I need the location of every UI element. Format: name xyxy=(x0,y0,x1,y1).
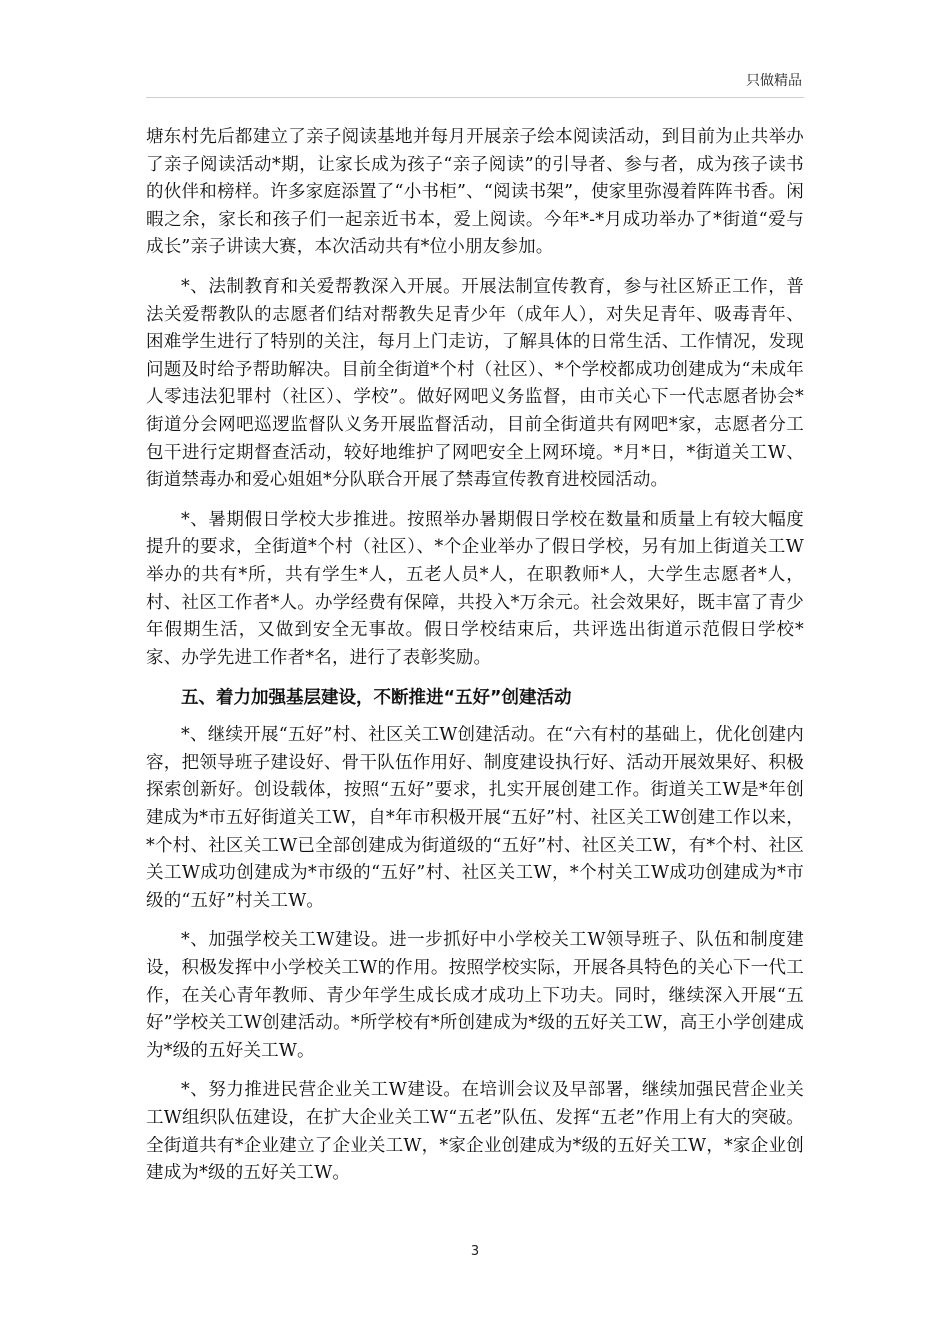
header-divider xyxy=(146,97,804,98)
paragraph-reading-continued: 塘东村先后都建立了亲子阅读基地并每月开展亲子绘本阅读活动，到目前为止共举办了亲子阅读活动*期，让家长成为孩子“亲子阅读”的引导者、参与者，成为孩子读书的伙伴和榜样。许多家庭添置了“小书柜”、“阅读书架”，使家里弥漫着阵阵书香。闲暇之余，家长和孩子们一起亲近书本，爱上阅读。今年*-*月成功举办了*街道“爱与成长”亲子讲读大赛，本次活动共有*位小朋友参加。 xyxy=(146,127,804,258)
paragraph-private-enterprises: *、努力推进民营企业关工W建设。在培训会议及早部署，继续加强民营企业关工W组织队伍建设，在扩大企业关工W“五老”队伍、发挥“五老”作用上有大的突破。全街道共有*企业建立了企业关工W，*家企业创建成为*级的五好关工W，*家企业创建成为*级的五好关工W。 xyxy=(146,1080,804,1184)
paragraph-five-good-villages: *、继续开展“五好”村、社区关工W创建活动。在“六有村的基础上，优化创建内容，把领导班子建设好、骨干队伍作用好、制度建设执行好、活动开展效果好、积极探索创新好。创设载体，按照“五好”要求，扎实开展创建工作。街道关工W是*年创建成为*市五好街道关工W，自*年市积极开展“五好”村、社区关工W创建工作以来，*个村、社区关工W已全部创建成为街道级的“五好”村、社区关工W，有*个村、社区关工W成功创建成为*市级的“五好”村、社区关工W，*个村关工W成功创建成为*市级的“五好”村关工W。 xyxy=(146,725,804,911)
header-slogan: 只做精品 xyxy=(746,73,802,89)
paragraph-legal-education: *、法制教育和关爱帮教深入开展。开展法制宣传教育，参与社区矫正工作，普法关爱帮教队的志愿者们结对帮教失足青少年（成年人），对失足青年、吸毒青年、困难学生进行了特别的关注，每月上门走访，了解具体的日常生活、工作情况，发现问题及时给予帮助解决。目前全街道*个村（社区）、*个学校都成功创建成为“未成年人零违法犯罪村（社区）、学校”。做好网吧义务监督，由市关心下一代志愿者协会*街道分会网吧巡逻监督队义务开展监督活动，目前全街道共有网吧*家，志愿者分工包干进行定期督查活动，较好地维护了网吧安全上网环境。*月*日，*街道关工W、街道禁毒办和爱心姐姐*分队联合开展了禁毒宣传教育进校园活动。 xyxy=(146,276,804,491)
paragraph-school-committees: *、加强学校关工W建设。进一步抓好中小学校关工W领导班子、队伍和制度建设，积极发挥中小学校关工W的作用。按照学校实际，开展各具特色的关心下一代工作，在关心青年教师、青少年学生成长成才成功上下功夫。同时，继续深入开展“五好”学校关工W创建活动。*所学校有*所创建成为*级的五好关工W，高王小学创建成为*级的五好关工W。 xyxy=(146,930,804,1061)
section-heading-five: 五、着力加强基层建设，不断推进“五好”创建活动 xyxy=(181,688,572,709)
document-body xyxy=(146,124,804,1200)
page-number: 3 xyxy=(470,1244,480,1259)
paragraph-summer-school: *、暑期假日学校大步推进。按照举办暑期假日学校在数量和质量上有较大幅度提升的要求，全街道*个村（社区）、*个企业举办了假日学校，另有加上街道关工W举办的共有*所，共有学生*人，五老人员*人，在职教师*人，大学生志愿者*人，村、社区工作者*人。办学经费有保障，共投入*万余元。社会效果好，既丰富了青少年假期生活，又做到安全无事故。假日学校结束后，共评选出街道示范假日学校*家、办学先进工作者*名，进行了表彰奖励。 xyxy=(146,509,804,668)
